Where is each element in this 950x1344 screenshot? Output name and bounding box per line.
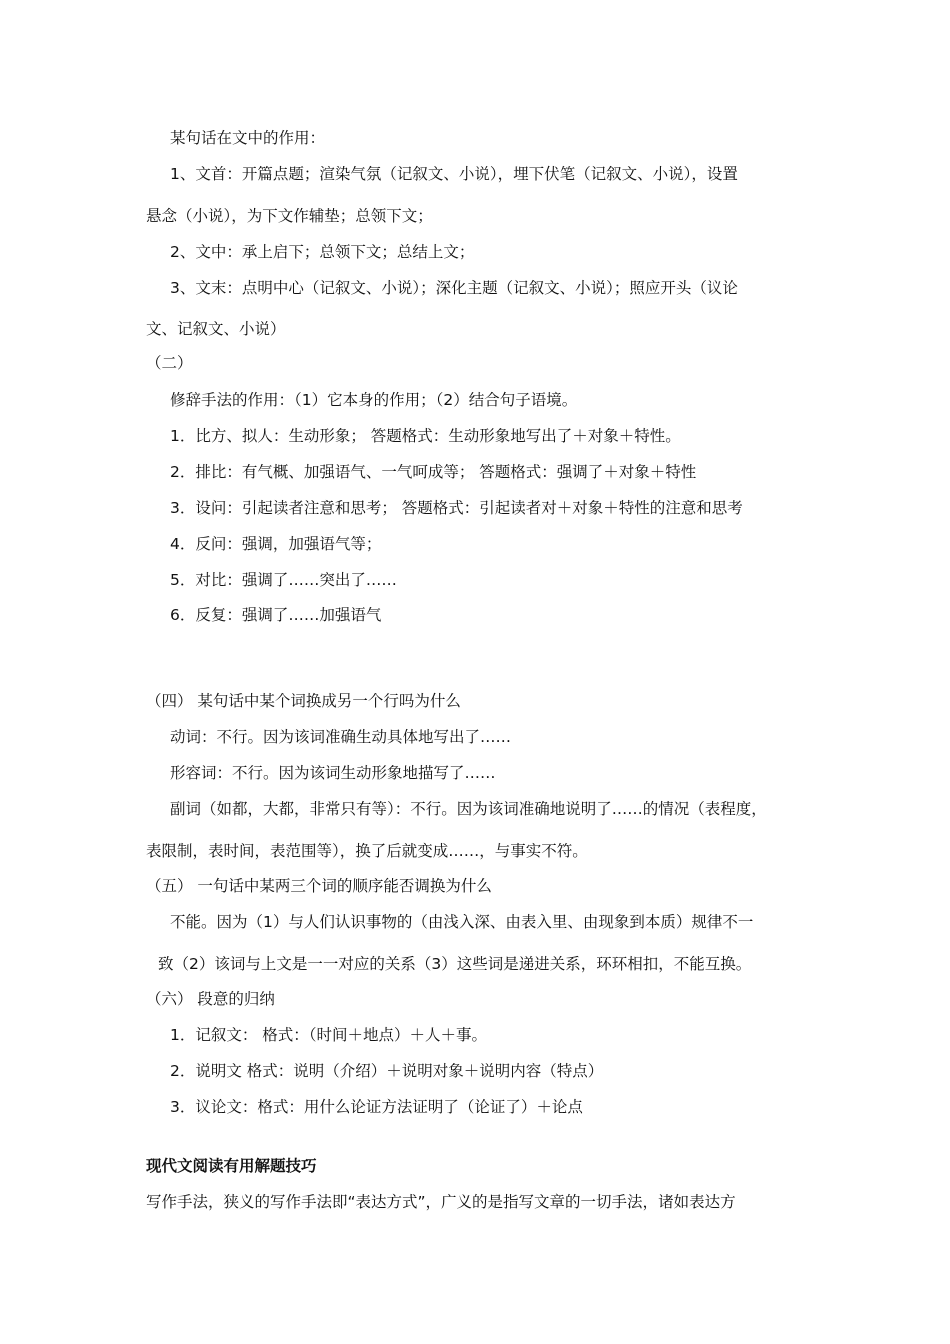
text-line: 2、文中：承上启下；总领下文；总结上文； [170, 243, 475, 261]
text-line: 写作手法，狭义的写作手法即“表达方式”，广义的是指写文章的一切手法，诸如表达方 [146, 1193, 736, 1211]
list-item: 5．对比：强调了……突出了…… [170, 571, 397, 589]
text-line: 形容词：不行。因为该词生动形象地描写了…… [170, 764, 496, 782]
text-line: 表限制，表时间，表范围等），换了后就变成……，与事实不符。 [146, 842, 588, 860]
list-item: 4．反问：强调，加强语气等； [170, 535, 382, 553]
text-line: 副词（如都，大都，非常只有等）：不行。因为该词准确地说明了……的情况（表程度， [170, 800, 767, 818]
section-title: 某句话在文中的作用： [170, 129, 326, 147]
text-line: 1、文首：开篇点题；渲染气氛（记叙文、小说），埋下伏笔（记叙文、小说），设置 [170, 165, 738, 183]
list-item: 3．设问：引起读者注意和思考； 答题格式：引起读者对＋对象＋特性的注意和思考 [170, 499, 743, 517]
section-heading: （二） [146, 354, 193, 372]
text-line: 3、文末：点明中心（记叙文、小说）；深化主题（记叙文、小说）；照应开头（议论 [170, 279, 738, 297]
list-item: 3．议论文：格式：用什么论证方法证明了（论证了）＋论点 [170, 1098, 583, 1116]
section-heading: （五） 一句话中某两三个词的顺序能否调换为什么 [146, 877, 492, 895]
text-line: 动词：不行。因为该词准确生动具体地写出了…… [170, 728, 512, 746]
text-line: 文、记叙文、小说） [146, 320, 286, 338]
text-line: 致（2）该词与上文是一一对应的关系（3）这些词是递进关系，环环相扣，不能互换。 [158, 955, 752, 973]
text-line: 不能。因为（1）与人们认识事物的（由浅入深、由表入里、由现象到本质）规律不一 [170, 913, 754, 931]
list-item: 6．反复：强调了……加强语气 [170, 606, 382, 624]
list-item: 2．说明文 格式：说明（介绍）＋说明对象＋说明内容（特点） [170, 1062, 604, 1080]
text-line: 悬念（小说），为下文作辅垫；总领下文； [146, 207, 433, 225]
list-item: 1．比方、拟人：生动形象； 答题格式：生动形象地写出了＋对象＋特性。 [170, 427, 681, 445]
list-item: 1．记叙文： 格式：（时间＋地点）＋人＋事。 [170, 1026, 488, 1044]
section-title: 现代文阅读有用解题技巧 [146, 1157, 317, 1175]
section-heading: （六） 段意的归纳 [146, 990, 275, 1008]
section-heading: （四） 某句话中某个词换成另一个行吗为什么 [146, 692, 461, 710]
list-item: 2．排比：有气概、加强语气、一气呵成等； 答题格式：强调了＋对象＋特性 [170, 463, 697, 481]
text-line: 修辞手法的作用：（1）它本身的作用；（2）结合句子语境。 [170, 391, 578, 409]
